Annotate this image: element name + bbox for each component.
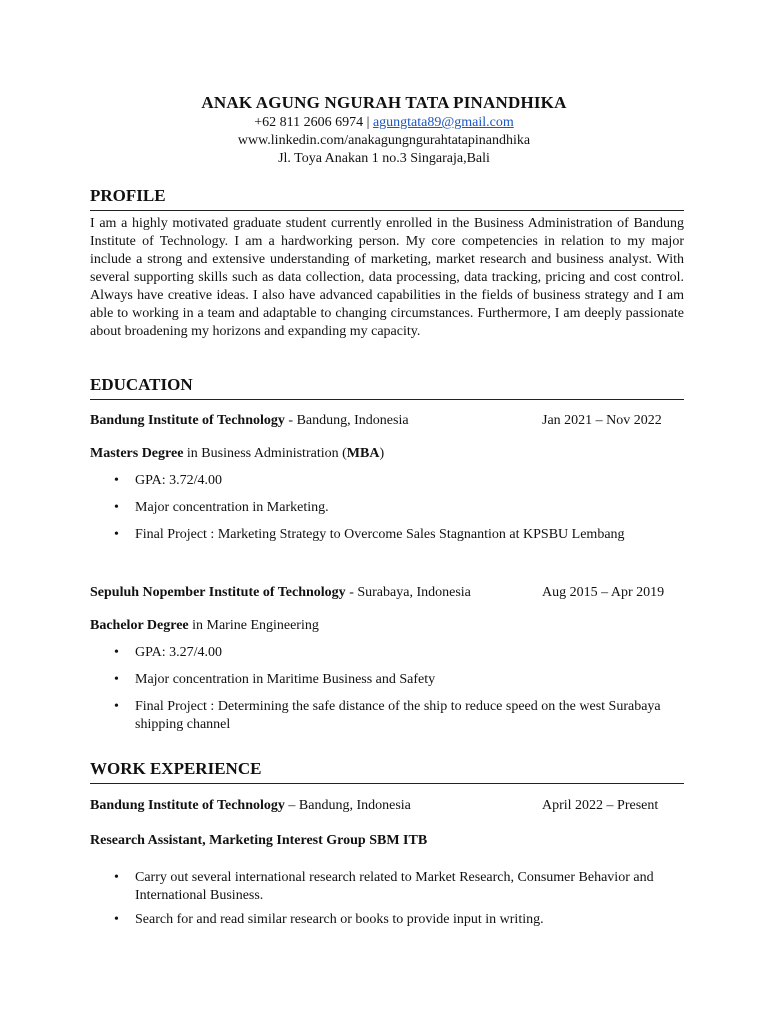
bullet-item: • GPA: 3.72/4.00 [90, 472, 684, 490]
address: Jl. Toya Anakan 1 no.3 Singaraja,Bali [278, 151, 490, 166]
entry-dates: Jan 2021 – Nov 2022 [542, 413, 662, 428]
institution-location: - Bandung, Indonesia [284, 413, 409, 428]
work-bullets [90, 869, 684, 929]
profile-heading: PROFILE [90, 185, 684, 211]
bullet-item: • Major concentration in Maritime Business and Safety [90, 671, 684, 689]
degree-field: in Marine Engineering [188, 618, 319, 633]
work-entry-header [90, 797, 684, 815]
education-entry-header [90, 412, 684, 430]
degree-name: Masters Degree [90, 446, 184, 461]
entry-dates: Aug 2015 – Apr 2019 [542, 585, 665, 600]
entry-dates: April 2022 – Present [542, 798, 659, 813]
work-experience-heading: WORK EXPERIENCE [90, 758, 684, 784]
degree-field-close: ) [379, 446, 385, 461]
degree-line [90, 445, 684, 463]
bullet-item: • Final Project : Marketing Strategy to Overcome Sales Stagnantion at KPSBU Lembang [90, 526, 684, 544]
work-experience-section [90, 758, 684, 929]
email-link[interactable]: agungtata89@gmail.com [372, 115, 514, 130]
bullet-item: • Search for and read similar research or books to provide input in writing. [90, 911, 684, 929]
education-section [90, 374, 684, 734]
degree-abbr: MBA [346, 446, 380, 461]
employer-location: – Bandung, Indonesia [284, 798, 411, 813]
profile-text: I am a highly motivated graduate student currently enrolled in the Business Administration of Bandung Institute of Technology. I am a hardworking person. My core competencies in relation to my major include a strong and extensive understanding of marketing, market research and business analyst. With several supporting skills such as data collection, data processing, data tracking, pricing and cost control. Always have creative ideas. I also have advanced capabilities in the fields of business strategy and I am able to working in a team and adaptable to changing circumstances. Furthermore, I am deeply passionate about broadening my horizons and expanding my capacity. [90, 216, 684, 339]
bullet-item: • Final Project : Determining the safe distance of the ship to reduce speed on the west Surabaya shipping channel [90, 698, 684, 734]
bullet-item: • GPA: 3.27/4.00 [90, 644, 684, 662]
degree-line [90, 617, 684, 635]
resume-header [0, 92, 768, 168]
institution-location: - Surabaya, Indonesia [345, 585, 471, 600]
employer-name: Bandung Institute of Technology [90, 798, 285, 813]
institution-name: Bandung Institute of Technology [90, 413, 285, 428]
bullet-item: • Carry out several international research related to Market Research, Consumer Behavior and International Business. [90, 869, 684, 905]
linkedin-url: www.linkedin.com/anakagungngurahtatapinandhika [237, 133, 531, 148]
education-heading: EDUCATION [90, 374, 684, 400]
education-bullets [90, 644, 684, 734]
candidate-name: ANAK AGUNG NGURAH TATA PINANDHIKA [201, 93, 567, 112]
phone-number: +62 811 2606 6974 | [254, 115, 373, 130]
bullet-item: • Major concentration in Marketing. [90, 499, 684, 517]
education-entry-header [90, 584, 684, 602]
education-bullets [90, 472, 684, 544]
profile-section [90, 185, 684, 341]
institution-name: Sepuluh Nopember Institute of Technology [90, 585, 346, 600]
degree-field: in Business Administration ( [183, 446, 347, 461]
degree-name: Bachelor Degree [90, 618, 189, 633]
job-role [90, 832, 684, 850]
contact-line [0, 114, 768, 132]
job-role-title: Research Assistant, Marketing Interest Group SBM ITB [90, 833, 428, 848]
